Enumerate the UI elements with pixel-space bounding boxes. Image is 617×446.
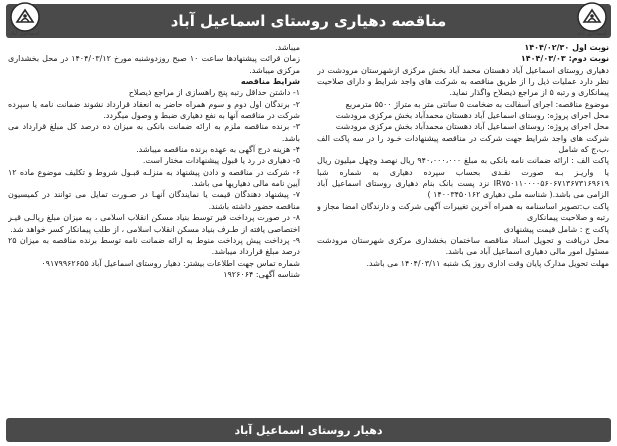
paragraph: محل اجرای پروژه: روستای اسماعیل آباد دهستان محمدآباد بخش مرکزی مرودشت xyxy=(335,122,609,132)
paragraph: ۶- شرکت در مناقصه و دادن پیشنهاد به منزلـه قبـول شروط و تکلیف موضوع ماده ۱۲ آیین نامه مالی دهیاریها می باشد. xyxy=(8,167,300,189)
emblem-icon xyxy=(10,2,40,32)
logo-caption: اسماعیل آباد xyxy=(10,31,40,37)
publication-date: نوبت دوم: ۱۴۰۴/۰۳/۰۳ xyxy=(520,54,609,64)
paragraph: ۸- در صورت پرداخت قیر توسط بنیاد مسکن انقلاب اسلامی ، به میزان مبلغ ریالـی قیـر اختصاصی یافته از طـرف بنیاد مسکن انقلاب اسلامی ، از طلب پیمانکار کسر خواهد شد. xyxy=(8,213,300,234)
ad-header xyxy=(6,4,611,38)
ad-footer xyxy=(6,418,611,442)
paragraph: دهیاری روستای اسماعیل آباد دهستان محمد آباد بخش مرکزی ازشهرستان مرودشت در نظر دارد عملیات ذیل را از طریق مناقصه به شرکت های واجد شرایط و دارای صلاحیت پیمانکاری و رتبه ۵ از مراجع ذیصلاح واگذار نماید. xyxy=(317,65,609,98)
paragraph: ۲- برندگان اول دوم و سوم همراه حاضر به انعقاد قرارداد نشوند ضمانت نامه یا سپرده شرکت در مناقصه آنها به نفع دهیاری ضبط و وصول میگردد. xyxy=(8,99,300,121)
paragraph: ۴- هزینه درج آگهی به عهده برنده مناقصه میباشد. xyxy=(136,145,300,155)
emblem-icon xyxy=(577,2,607,32)
paragraph: زمان قرائت پیشنهادها ساعت ۱۰ صبح روزدوشنبه مورخ ۱۴۰۴/۰۳/۱۲ در محل بخشداری مرکزی میباشد. xyxy=(8,54,300,75)
publication-date: نوبت اول ۱۴۰۴/۰۲/۳۰ xyxy=(524,43,609,52)
paragraph: شماره تماس جهت اطلاعات بیشتر: دهیار روستای اسماعیل آباد ۰۹۱۷۹۹۶۲۶۵۵ xyxy=(41,258,300,268)
footer-signature: دهیار روستای اسماعیل آباد xyxy=(234,423,383,437)
paragraph: محل دریافت و تحویل اسناد مناقصه ساختمان بخشداری مرکزی شهرستان مرودشت مسئول امور مالی دهیاری اسماعیل آباد می باشد. xyxy=(317,235,609,257)
paragraph: میباشد. xyxy=(275,43,300,52)
left-column xyxy=(8,42,300,416)
paragraph: محل اجرای پروژه: روستای اسماعیل آباد دهستان محمدآباد بخش مرکزی مرودشت xyxy=(335,111,609,121)
village-logo-right xyxy=(573,2,611,40)
paragraph: ۱- داشتن حداقل رتبه پنج راهسازی از مراجع ذیصلاح xyxy=(128,88,300,98)
paragraph: ۳- برنده مناقصه ملزم به ارائه ضمانت بانکی به میزان ده درصد کل مبلغ قرارداد می باشد. xyxy=(8,122,300,143)
ad-body xyxy=(8,42,609,416)
section-heading: شرایط مناقصه xyxy=(240,77,300,87)
paragraph: پاکت ب:تصویر اساسنامه به همراه آخرین تغییرات آگهی شرکت و دارندگان امضا مجاز و رتبه و صلاحیت پیمانکاری xyxy=(317,201,609,223)
paragraph: پاکت الف : ارائه ضمانت نامه بانکی به مبلغ ۹۴۰،۰۰۰،۰۰۰ ریال نهصد وچهل میلیون ریال یا واریـز بـه صورت نقـدی بحساب سپرده دهیاری به شماره شبا IR۷۵۰۱۱۰۰۰۰۵۶۰۶۷۱۳۶۷۳۱۶۹۶۱۹ نزد پست بانک بنام دهیاری روستای اسماعیل آباد الزامی می باشد.( شناسه ملی دهیاری ۱۴۰۰۳۴۵۰۱۶۲ ) xyxy=(317,156,609,200)
paragraph: ۷- پیشنهاد دهندگان قیمت یا نمایندگان آنهـا در صـورت تمایل می توانند در کمیسیون مناقصه حضور داشته باشند. xyxy=(8,190,300,211)
paragraph: موضوع مناقصه: اجرای آسفالت به ضخامت ۵ سانتی متر به متراژ ۵۵۰۰ مترمربع xyxy=(345,99,609,109)
paragraph: پاکت ج : شامل قیمت پیشنهادی xyxy=(503,224,609,234)
paragraph: شناسه آگهی: ۱۹۲۶۰۶۴ xyxy=(223,269,300,279)
village-logo-left xyxy=(6,2,44,40)
paragraph: ۵- دهیاری در رد یا قبول پیشنهادات مختار است. xyxy=(142,156,300,166)
paragraph: مهلت تحویل مدارک پایان وقت اداری روز یک شنبه ۱۴۰۴/۰۳/۱۱ می باشد. xyxy=(366,258,609,268)
ad-title: مناقصه دهیاری روستای اسماعیل آباد xyxy=(170,12,447,30)
paragraph: ۹- پرداخت پیش پرداخت منوط به ارائه ضمانت نامه توسط برنده مناقصه به میزان ۲۵ درصد مبلغ قرارداد میباشد. xyxy=(8,235,300,257)
logo-caption: اسماعیل آباد xyxy=(577,31,607,37)
paragraph: شرکت های واجد شرایط جهت شرکت در مناقصه پیشنهادات خـود را در سه پاکت الف ،ب،ج که شامل xyxy=(317,133,609,155)
right-column xyxy=(317,42,609,416)
